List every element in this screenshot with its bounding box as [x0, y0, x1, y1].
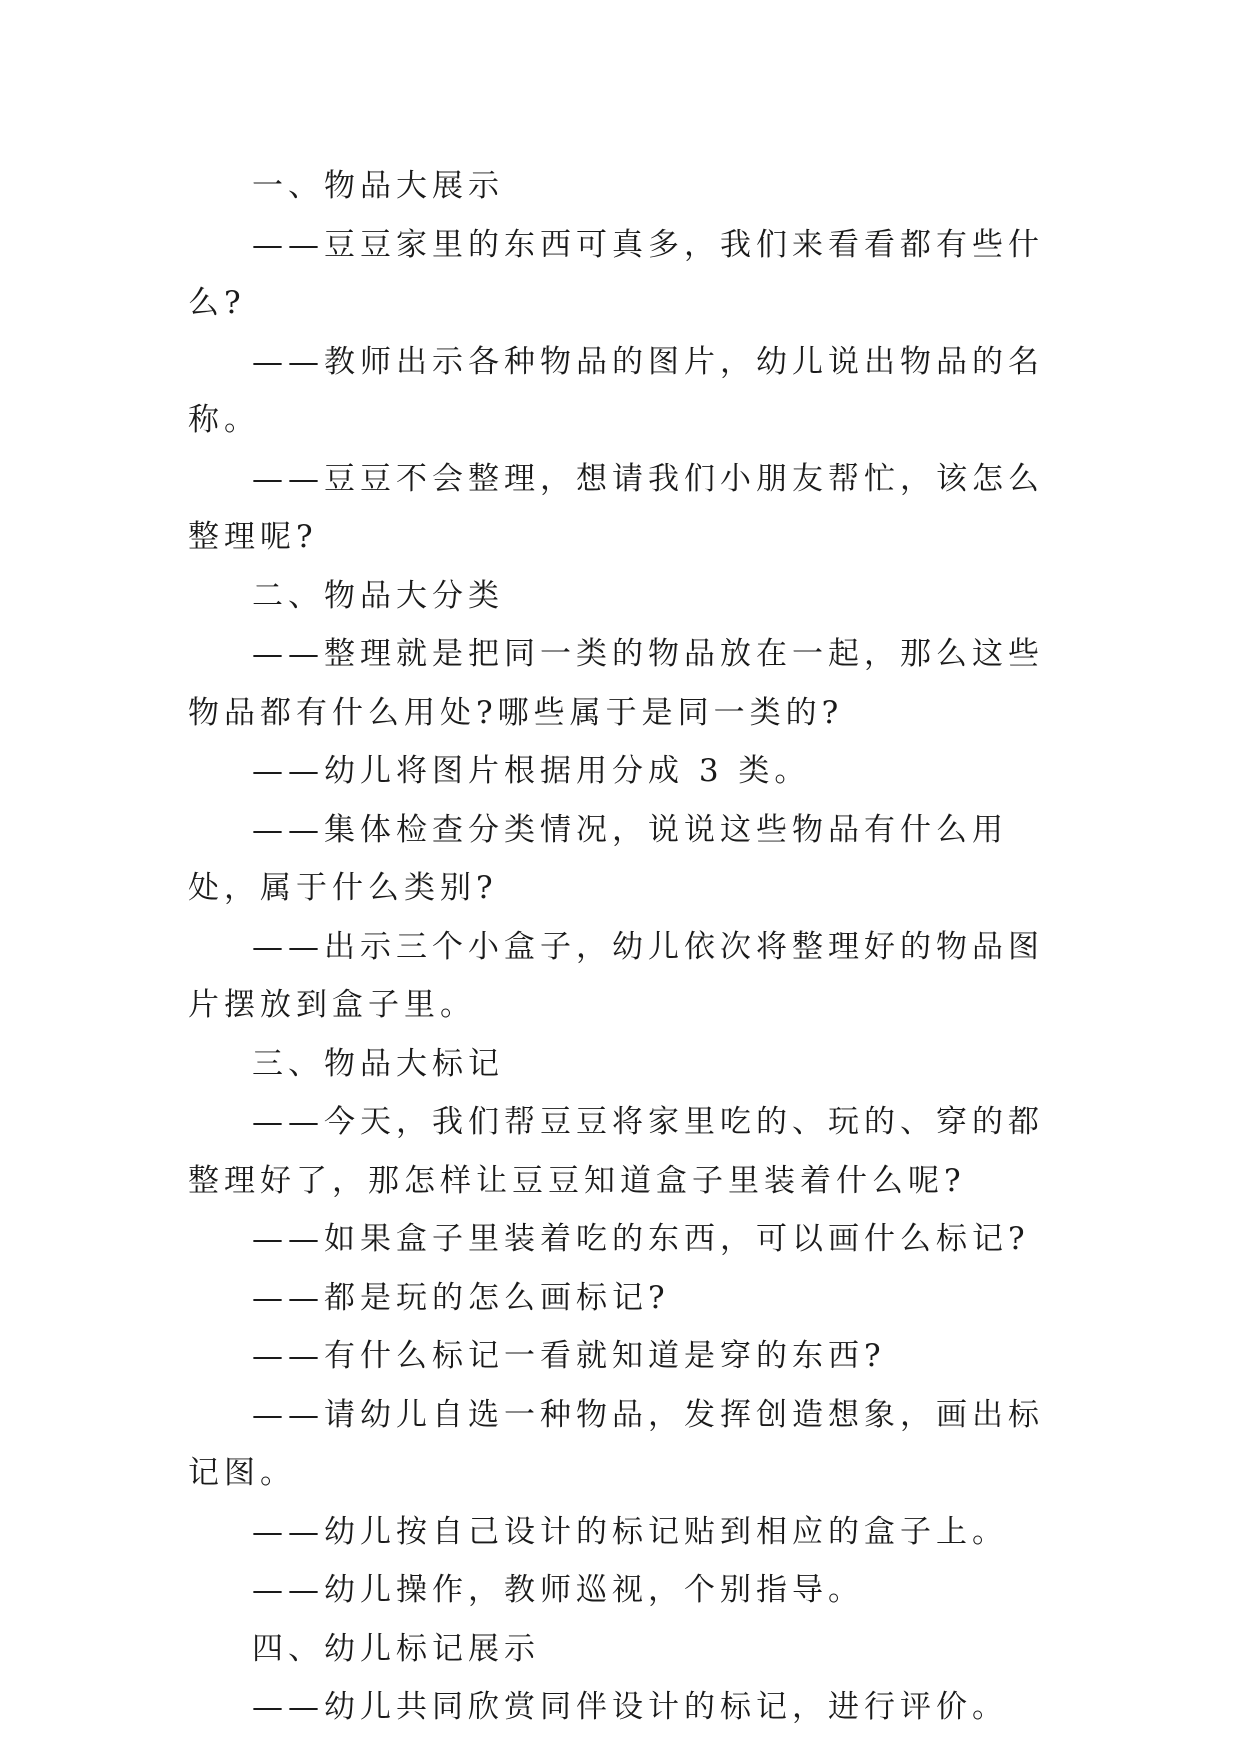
section-heading-3: 三、物品大标记 — [252, 1045, 504, 1082]
paragraph: ——幼儿将图片根据用分成 3 类。 — [252, 753, 811, 789]
paragraph: ——幼儿按自己设计的标记贴到相应的盒子上。 — [252, 1513, 1008, 1550]
paragraph: ——豆豆家里的东西可真多，我们来看看都有些什么? — [188, 226, 1044, 321]
paragraph: ——豆豆不会整理，想请我们小朋友帮忙，该怎么整理呢? — [188, 460, 1044, 555]
paragraph: ——请幼儿自选一种物品，发挥创造想象，画出标记图。 — [188, 1396, 1044, 1491]
paragraph: ——都是玩的怎么画标记? — [252, 1279, 670, 1316]
paragraph: ——今天，我们帮豆豆将家里吃的、玩的、穿的都整理好了，那怎样让豆豆知道盒子里装着什么呢? — [188, 1104, 1044, 1199]
paragraph: ——幼儿共同欣赏同伴设计的标记，进行评价。 — [252, 1689, 1008, 1725]
paragraph: ——教师出示各种物品的图片，幼儿说出物品的名称。 — [188, 343, 1044, 438]
paragraph: ——整理就是把同一类的物品放在一起，那么这些物品都有什么用处?哪些属于是同一类的? — [188, 636, 1044, 731]
paragraph: ——有什么标记一看就知道是穿的东西? — [252, 1338, 886, 1374]
paragraph: ——如果盒子里装着吃的东西，可以画什么标记? — [252, 1221, 1030, 1257]
section-heading-4: 四、幼儿标记展示 — [252, 1630, 540, 1667]
paragraph: ——出示三个小盒子，幼儿依次将整理好的物品图片摆放到盒子里。 — [188, 928, 1044, 1023]
section-heading-1: 一、物品大展示 — [252, 168, 504, 204]
paragraph: ——幼儿操作，教师巡视，个别指导。 — [252, 1572, 864, 1608]
section-heading-2: 二、物品大分类 — [252, 577, 504, 614]
document-body — [188, 157, 1068, 1737]
paragraph: ——集体检查分类情况，说说这些物品有什么用处，属于什么类别? — [188, 811, 1008, 906]
